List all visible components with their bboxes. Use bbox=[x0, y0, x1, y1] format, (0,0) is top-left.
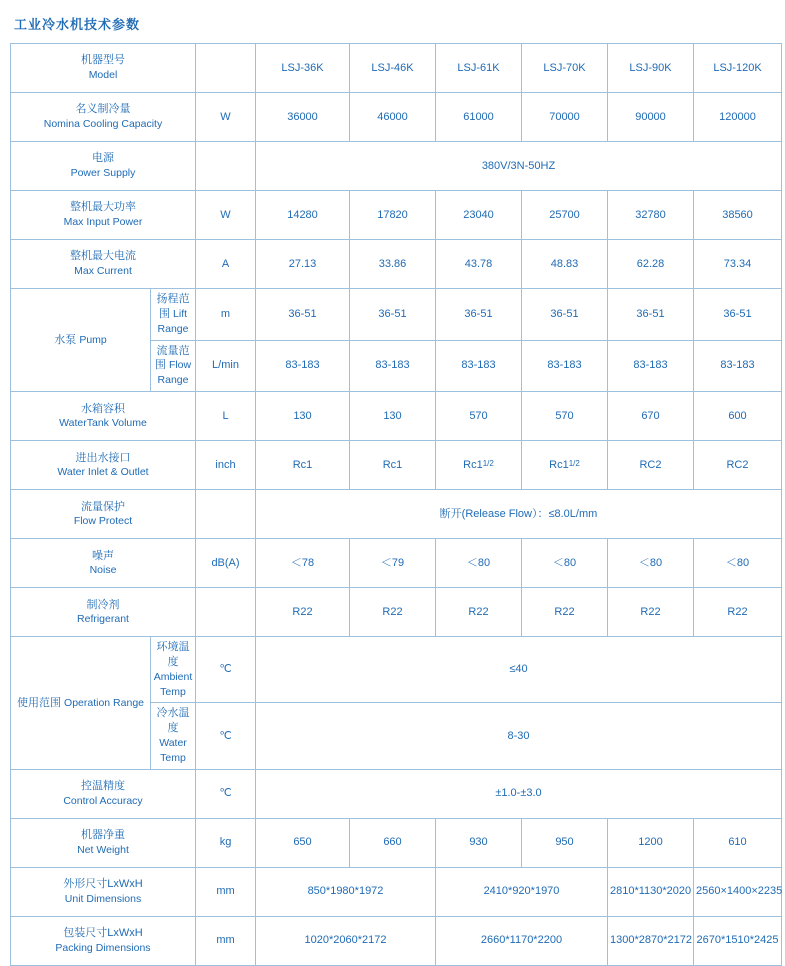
row-unit: L bbox=[196, 392, 256, 441]
row-unit: mm bbox=[196, 867, 256, 916]
header-model-5: LSJ-90K bbox=[608, 44, 694, 93]
group-label-cn: 水泵 bbox=[54, 333, 77, 346]
row-label-water-temp bbox=[151, 703, 196, 769]
row-label-power-supply bbox=[11, 142, 196, 191]
cell-value: $Rc1^{1/2}$ bbox=[522, 441, 608, 490]
table-row bbox=[11, 392, 782, 441]
row-label-en: Power Supply bbox=[70, 167, 136, 180]
cell-value: 70000 bbox=[522, 93, 608, 142]
table-row bbox=[11, 191, 782, 240]
row-label-lift-range bbox=[151, 289, 196, 341]
row-label-max-input-power bbox=[11, 191, 196, 240]
group-label-en: Operation Range bbox=[64, 696, 145, 709]
cell-span-value: 2660*1170*2200 bbox=[436, 916, 608, 965]
row-label-en: Refrigerant bbox=[77, 613, 129, 626]
table-row bbox=[11, 93, 782, 142]
cell-value: 46000 bbox=[350, 93, 436, 142]
table-row bbox=[11, 490, 782, 539]
cell-value: 120000 bbox=[694, 93, 782, 142]
cell-span-value: 2670*1510*2425 bbox=[694, 916, 782, 965]
cell-value: 48.83 bbox=[522, 240, 608, 289]
row-label-water-inlet-outlet bbox=[11, 441, 196, 490]
row-unit: inch bbox=[196, 441, 256, 490]
cell-value: ＜79 bbox=[350, 539, 436, 588]
cell-value: R22 bbox=[522, 588, 608, 637]
row-label-en: Max Input Power bbox=[63, 216, 143, 229]
row-label-flow-range bbox=[151, 340, 196, 392]
cell-value: Rc1 bbox=[350, 441, 436, 490]
row-label-cn: 制冷剂 bbox=[86, 598, 120, 611]
row-label-cn: 机器净重 bbox=[81, 829, 125, 842]
cell-value: ＜80 bbox=[608, 539, 694, 588]
row-label-ambient-temp bbox=[151, 637, 196, 703]
row-unit bbox=[196, 588, 256, 637]
table-row bbox=[11, 818, 782, 867]
cell-value: 36-51 bbox=[694, 289, 782, 341]
row-label-en: Net Weight bbox=[77, 844, 129, 857]
row-label-cn: 噪声 bbox=[92, 549, 114, 562]
cell-merged-value: ≤40 bbox=[256, 637, 782, 703]
table-row bbox=[11, 240, 782, 289]
row-label-cn: 环境温度 bbox=[156, 641, 190, 668]
cell-value: 36-51 bbox=[436, 289, 522, 341]
cell-value: 32780 bbox=[608, 191, 694, 240]
cell-value: ＜80 bbox=[694, 539, 782, 588]
cell-value: 570 bbox=[522, 392, 608, 441]
group-label-pump bbox=[11, 289, 151, 392]
row-label-refrigerant bbox=[11, 588, 196, 637]
cell-value: 570 bbox=[436, 392, 522, 441]
row-label-unit-dimensions bbox=[11, 867, 196, 916]
row-label-cn: 整机最大功率 bbox=[70, 201, 136, 214]
cell-value: 130 bbox=[350, 392, 436, 441]
table-row bbox=[11, 588, 782, 637]
row-label-net-weight bbox=[11, 818, 196, 867]
row-label-flow-protect bbox=[11, 490, 196, 539]
cell-value: 83-183 bbox=[436, 340, 522, 392]
cell-value: RC2 bbox=[694, 441, 782, 490]
header-model-3: LSJ-61K bbox=[436, 44, 522, 93]
header-model-en: Model bbox=[88, 69, 118, 82]
cell-value: 61000 bbox=[436, 93, 522, 142]
cell-span-value: 1300*2870*2172 bbox=[608, 916, 694, 965]
row-label-en: Lift Range bbox=[157, 307, 189, 335]
table-row bbox=[11, 769, 782, 818]
row-label-cn: 冷水温度 bbox=[156, 707, 190, 735]
cell-value: 14280 bbox=[256, 191, 350, 240]
cell-value: R22 bbox=[256, 588, 350, 637]
cell-value: 36000 bbox=[256, 93, 350, 142]
cell-span-value: 850*1980*1972 bbox=[256, 867, 436, 916]
cell-value: 83-183 bbox=[694, 340, 782, 392]
cell-value: 83-183 bbox=[608, 340, 694, 392]
table-header-row bbox=[11, 44, 782, 93]
cell-value: ＜80 bbox=[522, 539, 608, 588]
cell-merged-value: 380V/3N-50HZ bbox=[256, 142, 782, 191]
table-row bbox=[11, 441, 782, 490]
cell-value: 33.86 bbox=[350, 240, 436, 289]
cell-merged-value: 断开(Release Flow）：≤8.0L/mm bbox=[256, 490, 782, 539]
cell-value: 83-183 bbox=[256, 340, 350, 392]
row-label-noise bbox=[11, 539, 196, 588]
table-row bbox=[11, 867, 782, 916]
row-unit: W bbox=[196, 93, 256, 142]
header-model-1: LSJ-36K bbox=[256, 44, 350, 93]
row-label-cn: 整机最大电流 bbox=[70, 250, 136, 263]
cell-value: 36-51 bbox=[608, 289, 694, 341]
header-model-4: LSJ-70K bbox=[522, 44, 608, 93]
cell-value: Rc1 bbox=[256, 441, 350, 490]
table-row bbox=[11, 289, 782, 341]
table-row bbox=[11, 142, 782, 191]
row-label-cn: 电源 bbox=[92, 152, 114, 165]
cell-value: 25700 bbox=[522, 191, 608, 240]
row-label-cn: 进出水接口 bbox=[75, 451, 131, 464]
cell-value: 610 bbox=[694, 818, 782, 867]
table-row bbox=[11, 916, 782, 965]
row-label-en: Max Current bbox=[74, 265, 132, 278]
page-title: 工业冷水机技术参数 bbox=[14, 17, 141, 32]
row-label-cn: 扬程范围 bbox=[156, 293, 190, 320]
cell-value: 83-183 bbox=[350, 340, 436, 392]
row-unit: L/min bbox=[196, 340, 256, 392]
specification-table bbox=[10, 43, 782, 966]
cell-merged-value: 8-30 bbox=[256, 703, 782, 769]
table-row bbox=[11, 539, 782, 588]
row-label-cn: 水箱容积 bbox=[81, 402, 125, 415]
cell-value: 1200 bbox=[608, 818, 694, 867]
row-label-en: Flow Protect bbox=[73, 515, 133, 528]
group-label-cn: 使用范围 bbox=[16, 696, 61, 709]
row-label-en: Control Accuracy bbox=[63, 795, 143, 808]
cell-value: 950 bbox=[522, 818, 608, 867]
cell-value: 670 bbox=[608, 392, 694, 441]
row-unit bbox=[196, 142, 256, 191]
row-label-en: Packing Dimensions bbox=[55, 942, 151, 955]
cell-value: R22 bbox=[694, 588, 782, 637]
cell-value: 43.78 bbox=[436, 240, 522, 289]
cell-span-value: 2810*1130*2020 bbox=[608, 867, 694, 916]
cell-value: 17820 bbox=[350, 191, 436, 240]
cell-value: 36-51 bbox=[256, 289, 350, 341]
header-model-6: LSJ-120K bbox=[694, 44, 782, 93]
row-unit: mm bbox=[196, 916, 256, 965]
header-model-label bbox=[11, 44, 196, 93]
row-unit: kg bbox=[196, 818, 256, 867]
cell-value: R22 bbox=[436, 588, 522, 637]
cell-span-value: 1020*2060*2172 bbox=[256, 916, 436, 965]
cell-value: ＜78 bbox=[256, 539, 350, 588]
cell-value: 36-51 bbox=[350, 289, 436, 341]
row-unit bbox=[196, 490, 256, 539]
row-unit: ℃ bbox=[196, 637, 256, 703]
cell-value: RC2 bbox=[608, 441, 694, 490]
cell-value: R22 bbox=[608, 588, 694, 637]
cell-span-value: 2560×1400×2235 bbox=[694, 867, 782, 916]
row-label-cn: 包装尺寸LxWxH bbox=[63, 927, 143, 940]
cell-merged-value: ±1.0-±3.0 bbox=[256, 769, 782, 818]
header-model-2: LSJ-46K bbox=[350, 44, 436, 93]
row-label-cn: 流量范围 bbox=[154, 344, 190, 372]
cell-value: ＜80 bbox=[436, 539, 522, 588]
row-label-en: Noise bbox=[89, 564, 117, 577]
cell-value: 73.34 bbox=[694, 240, 782, 289]
cell-value: 36-51 bbox=[522, 289, 608, 341]
row-label-control-accuracy bbox=[11, 769, 196, 818]
row-label-max-current bbox=[11, 240, 196, 289]
row-unit: ℃ bbox=[196, 769, 256, 818]
cell-value: 930 bbox=[436, 818, 522, 867]
group-label-en: Pump bbox=[79, 333, 107, 346]
table-row bbox=[11, 637, 782, 703]
row-label-cn: 外形尺寸LxWxH bbox=[63, 878, 143, 891]
cell-value: 38560 bbox=[694, 191, 782, 240]
row-label-cooling-capacity bbox=[11, 93, 196, 142]
cell-value: 660 bbox=[350, 818, 436, 867]
row-label-en: Unit Dimensions bbox=[64, 893, 142, 906]
group-label-operation-range bbox=[11, 637, 151, 770]
row-label-en: Nomina Cooling Capacity bbox=[43, 118, 163, 131]
cell-value: R22 bbox=[350, 588, 436, 637]
cell-value: 650 bbox=[256, 818, 350, 867]
row-label-en: Flow Range bbox=[157, 359, 192, 387]
cell-value: 130 bbox=[256, 392, 350, 441]
cell-value: 600 bbox=[694, 392, 782, 441]
row-label-cn: 控温精度 bbox=[81, 780, 125, 793]
header-unit-cell bbox=[196, 44, 256, 93]
row-label-cn: 流量保护 bbox=[81, 500, 125, 513]
row-unit: m bbox=[196, 289, 256, 341]
row-unit: ℃ bbox=[196, 703, 256, 769]
row-label-packing-dimensions bbox=[11, 916, 196, 965]
header-model-cn: 机器型号 bbox=[81, 54, 125, 67]
row-label-en: WaterTank Volume bbox=[59, 417, 147, 430]
row-label-en: Water Temp bbox=[159, 737, 187, 764]
cell-value: $Rc1^{1/2}$ bbox=[436, 441, 522, 490]
cell-value: 83-183 bbox=[522, 340, 608, 392]
cell-value: 62.28 bbox=[608, 240, 694, 289]
cell-value: 90000 bbox=[608, 93, 694, 142]
cell-span-value: 2410*920*1970 bbox=[436, 867, 608, 916]
row-unit: W bbox=[196, 191, 256, 240]
cell-value: 23040 bbox=[436, 191, 522, 240]
cell-value: 27.13 bbox=[256, 240, 350, 289]
row-label-cn: 名义制冷量 bbox=[75, 103, 131, 116]
row-unit: A bbox=[196, 240, 256, 289]
row-label-en: Ambient Temp bbox=[153, 670, 193, 698]
row-unit: dB(A) bbox=[196, 539, 256, 588]
row-label-watertank-volume bbox=[11, 392, 196, 441]
row-label-en: Water Inlet & Outlet bbox=[57, 466, 149, 479]
